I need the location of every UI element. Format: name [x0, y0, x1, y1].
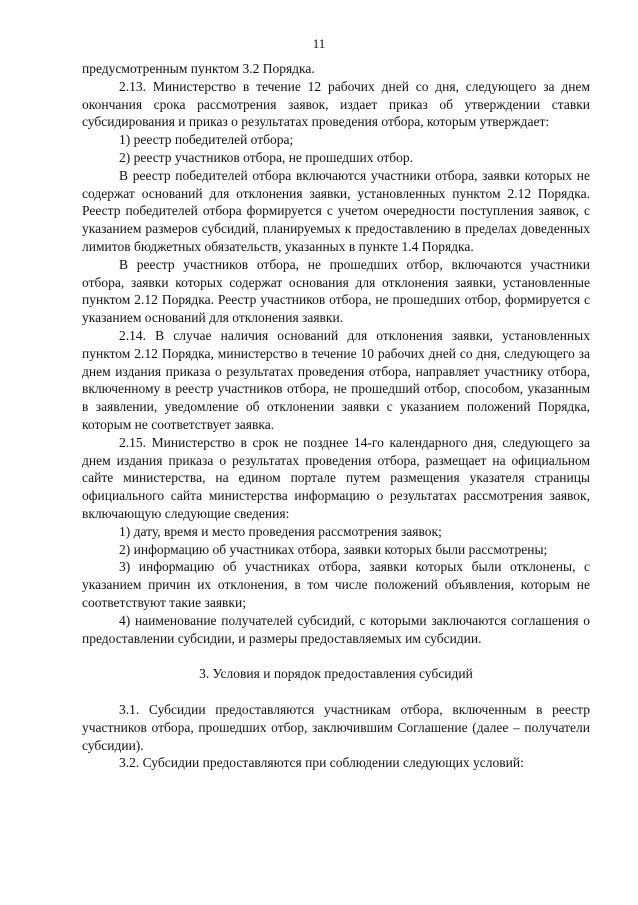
paragraph: предусмотренным пунктом 3.2 Порядка. [82, 61, 315, 76]
paragraph: 2.15. Министерство в срок не позднее 14-го календарного дня, следующего за днем издания приказа о результатах проведения отбора, размещает на официальном сайте министерства, на едином портале путем размещения указателя страницы официального сайта министерства информацию о результатах рассмотрения заявок, включающую следующие сведения: [82, 434, 590, 521]
paragraphs-before-heading [82, 60, 590, 647]
paragraph: 3.1. Субсидии предоставляются участникам отбора, включенным в реестр участников отбора, прошедших отбор, заключившим Соглашение (далее – получатели субсидии). [82, 702, 590, 753]
paragraph: 4) наименование получателей субсидий, с которыми заключаются соглашения о предоставлении субсидии, и размеры предоставляемых им субсидии. [82, 612, 590, 646]
paragraphs-after-heading [82, 701, 590, 772]
paragraph: 2.14. В случае наличия оснований для отклонения заявки, установленных пунктом 2.12 Порядка, министерство в течение 10 рабочих дней со дня, следующего за днем издания приказа о результатах проведения отбора, направляет участнику отбора, включенному в реестр участников отбора, не прошедший отбор, способом, указанным в заявлении, уведомление об отклонении заявки с указанием положений Порядка, которым не соответствует заявка. [82, 327, 590, 432]
paragraph: 3.2. Субсидии предоставляются при соблюдении следующих условий: [119, 755, 524, 771]
paragraph: 1) реестр победителей отбора; [119, 132, 294, 148]
section-heading: 3. Условия и порядок предоставления субсидий [199, 666, 473, 682]
paragraph: В реестр победителей отбора включаются участники отбора, заявки которых не содержат оснований для отклонения заявки, установленных пунктом 2.12 Порядка. Реестр победителей отбора формируется с учетом очередности поступления заявок, с указанием размеров субсидий, планируемых к предоставлению в пределах доведенных лимитов бюджетных обязательств, указанных в пункте 1.4 Порядка. [82, 167, 590, 254]
document-body [82, 60, 590, 772]
paragraph: 2) информацию об участниках отбора, заявки которых были рассмотрены; [119, 541, 548, 557]
paragraph: 1) дату, время и место проведения рассмотрения заявок; [119, 523, 442, 539]
page-number: 11 [312, 36, 326, 51]
paragraph: 2.13. Министерство в течение 12 рабочих дней со дня, следующего за днем окончания срока рассмотрения заявок, издает приказ об утверждении ставки субсидирования и приказ о результатах проведения отбора, которым утверждает: [82, 78, 590, 130]
paragraph: В реестр участников отбора, не прошедших отбор, включаются участники отбора, заявки которых содержат основания для отклонения заявки, установленные пунктом 2.12 Порядка. Реестр участников отбора, не прошедших отбор, формируется с указанием оснований для отклонения заявки. [82, 256, 590, 326]
paragraph: 2) реестр участников отбора, не прошедших отбор. [119, 149, 414, 165]
paragraph: 3) информацию об участниках отбора, заявки которых были отклонены, с указанием причин их отклонения, в том числе положений объявления, которым не соответствуют такие заявки; [82, 559, 590, 610]
